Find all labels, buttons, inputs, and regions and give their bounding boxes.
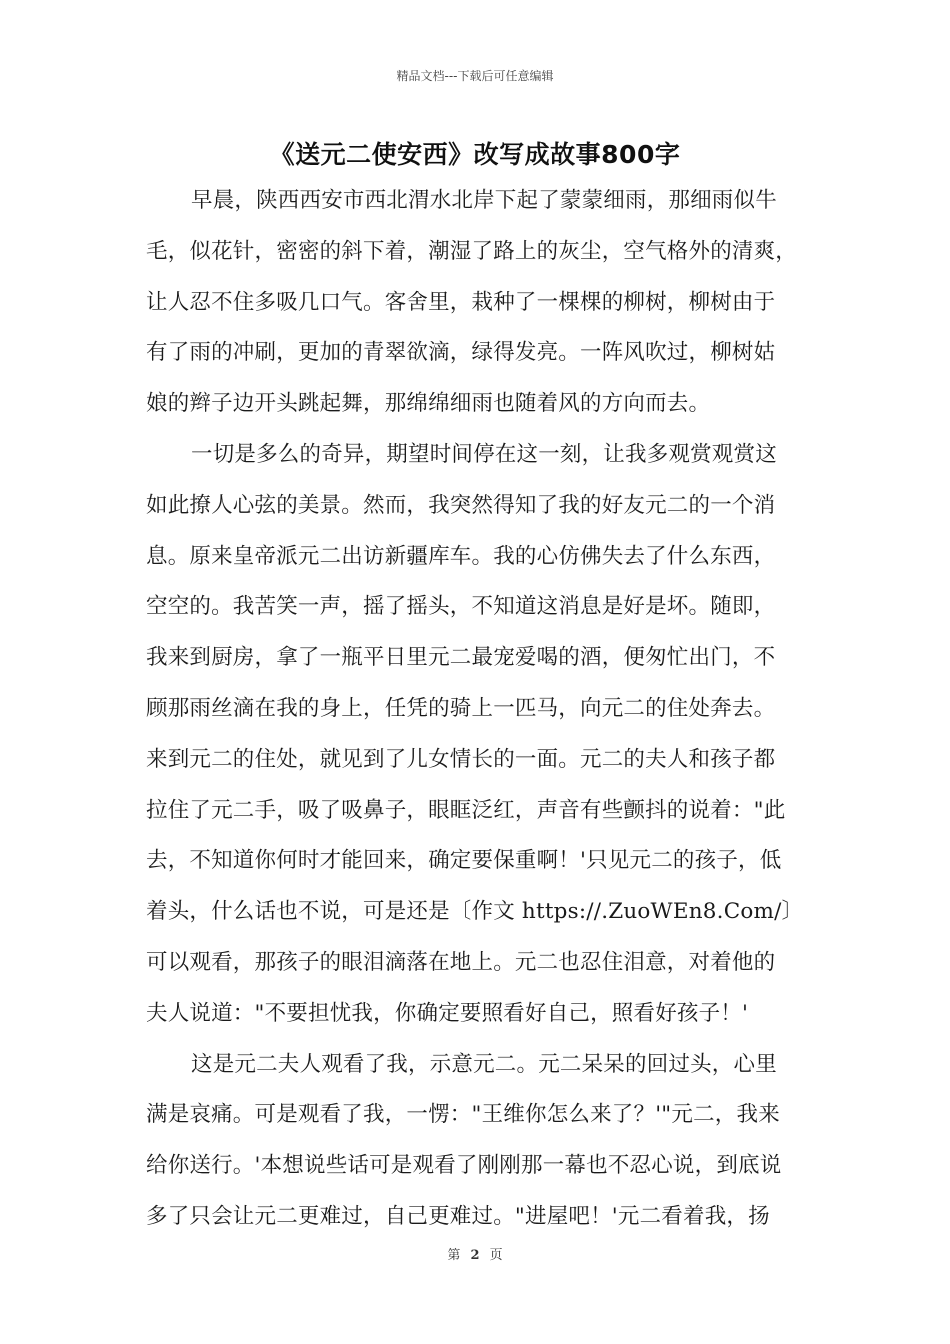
text-line: 一切是多么的奇异，期望时间停在这一刻，让我多观赏观赏这	[191, 441, 777, 467]
page-footer	[0, 1244, 950, 1263]
text-line: 毛，似花针，密密的斜下着，潮湿了路上的灰尘，空气格外的清爽，	[146, 238, 798, 264]
page-prefix: 第	[447, 1248, 461, 1263]
text-line: 多了只会让元二更难过，自己更难过。"进屋吧！'元二看着我，扬	[146, 1203, 770, 1229]
text-line: 空空的。我苦笑一声，摇了摇头，不知道这消息是好是坏。随即，	[146, 594, 776, 620]
header-note: 精品文档---下载后可任意编辑	[396, 69, 554, 83]
document-title: 《送元二使安西》改写成故事800字	[269, 140, 681, 169]
text-line: 可以观看，那孩子的眼泪滴落在地上。元二也忍住泪意，对着他的	[146, 949, 776, 975]
page-suffix: 页	[489, 1248, 503, 1263]
text-line: 满是哀痛。可是观看了我，一愣："王维你怎么来了？'"元二，我来	[146, 1102, 780, 1128]
text-line: 来到元二的住处，就见到了儿女情长的一面。元二的夫人和孩子都	[146, 746, 776, 772]
text-line: 有了雨的冲刷，更加的青翠欲滴，绿得发亮。一阵风吹过，柳树姑	[146, 340, 776, 366]
text-line: 早晨，陕西西安市西北渭水北岸下起了蒙蒙细雨，那细雨似牛	[191, 188, 777, 213]
text-line: 拉住了元二手，吸了吸鼻子，眼眶泛红，声音有些颤抖的说着："此	[146, 797, 786, 823]
text-line: 这是元二夫人观看了我，示意元二。元二呆呆的回过头，心里	[191, 1051, 777, 1077]
text-line: 息。原来皇帝派元二出访新疆库车。我的心仿佛失去了什么东西，	[146, 543, 776, 569]
text-line: 着头，什么话也不说，可是还是〔作文 https://.ZuoWEn8.Com/〕	[146, 899, 804, 925]
text-line: 顾那雨丝滴在我的身上，任凭的骑上一匹马，向元二的住处奔去。	[146, 695, 776, 721]
text-line: 如此撩人心弦的美景。然而，我突然得知了我的好友元二的一个消	[146, 492, 776, 518]
text-line: 让人忍不住多吸几口气。客舍里，栽种了一棵棵的柳树，柳树由于	[146, 289, 776, 315]
page-number: 2	[470, 1248, 480, 1263]
text-line: 给你送行。'本想说些话可是观看了刚刚那一幕也不忍心说，到底说	[146, 1153, 782, 1179]
text-line: 我来到厨房，拿了一瓶平日里元二最宠爱喝的酒，便匆忙出门，不	[146, 645, 776, 671]
body-text	[146, 182, 836, 1249]
text-line: 去，不知道你何时才能回来，确定要保重啊！'只见元二的孩子，低	[146, 848, 782, 874]
text-line: 娘的辫子边开头跳起舞，那绵绵细雨也随着风的方向而去。	[146, 391, 711, 417]
text-line: 夫人说道："不要担忧我，你确定要照看好自己，照看好孩子！'	[146, 1000, 749, 1026]
